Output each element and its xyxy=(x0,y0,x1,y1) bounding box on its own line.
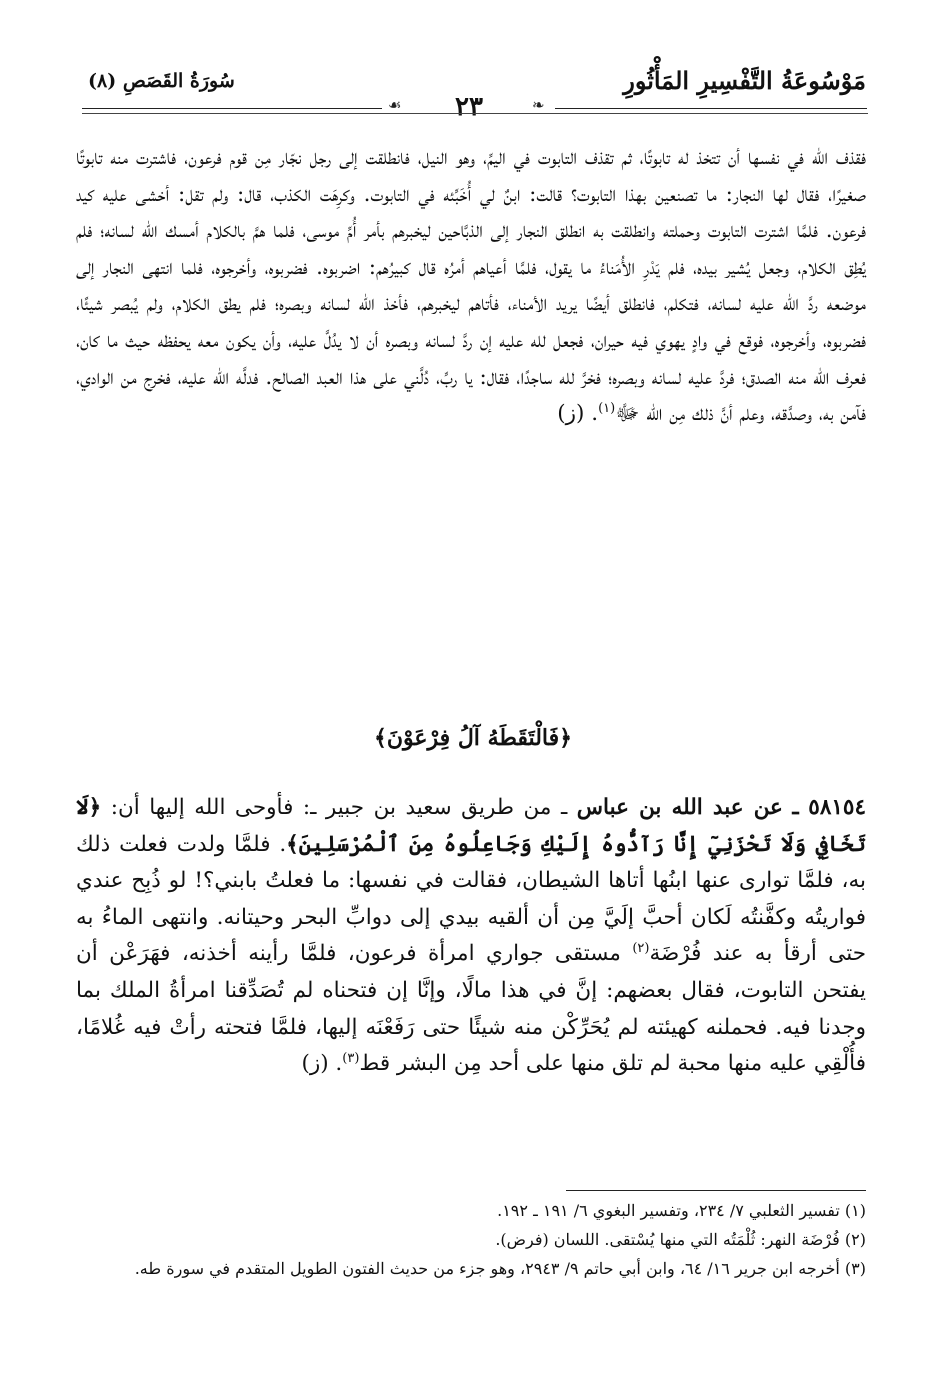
source-mark: . (ز) xyxy=(557,401,599,427)
source-mark: . (ز) xyxy=(301,1051,343,1077)
footnote-1: (١) تفسير الثعلبي ٧/ ٢٣٤، وتفسير البغوي ٦/ ١٩١ ـ ١٩٢. xyxy=(497,1201,866,1220)
page-number: ٢٣ xyxy=(455,92,483,122)
footnotes xyxy=(76,1196,866,1283)
header-rule-right xyxy=(555,108,867,109)
header-underline xyxy=(82,113,868,114)
narration-text-b: مستقى جواري امرأة فرعون، فلمَّا رأينه أخذنه، فهَرَعْن أن يفتحن التابوت، فقال بعضهم: إنَّ في هذا مالًا، وإنَّا إن فتحناه لم تُصَدِّقنا امرأةُ الملك بما وجدنا فيه. فحملنه كهيئته لم يُحَرِّكْن منه شيئًا حتى رَفَعْنَه إليها، فلمَّا فتحته رأتْ فيه غُلامًا، فأُلْقِي عليه منها محبة لم تلق منها على أحد مِن البشر قط xyxy=(76,941,866,1077)
ornament-right-icon: ❧ xyxy=(532,96,545,114)
narration-text-a: . فلمَّا ولدت فعلت ذلك به، فلمَّا توارى عنها ابنُها أتاها الشيطان، فقالت في نفسها: ما فعلتُ بابني؟! لو ذُبِح عندي فواريتُه وكفَّنتُه لَكان أحبَّ إلَيَّ مِن أن ألقيه بيدي إلى دوابِّ البحر وحيتانه. وانتهى الماءُ به حتى أرقأ به عند فُرْضَة xyxy=(76,831,866,967)
footnote-3: (٣) أخرجه ابن جرير ١٦/ ٦٤، وابن أبي حاتم ٩/ ٢٩٤٣، وهو جزء من حديث الفتون الطويل المتقدم في سورة طه. xyxy=(134,1259,866,1278)
footnote-ref: (٢) xyxy=(632,941,650,957)
narration-58154 xyxy=(76,790,866,1083)
narrator: عن عبد الله بن عباس xyxy=(576,795,783,820)
narration-number: ٥٨١٥٤ xyxy=(808,795,867,820)
header-rule-left xyxy=(82,108,382,109)
surah-title: سُورَةُ القَصَصِ (٨) xyxy=(88,70,235,92)
footnote-separator xyxy=(566,1190,866,1191)
dash: ـ xyxy=(792,795,799,820)
ornament-left-icon: ☙ xyxy=(388,96,402,114)
quran-verse: ﴿لَا تَخَافِي وَلَا تَحْزَنِيٓ إِنَّا رَآدُّوهُ إِلَيْكِ وَجَاعِلُوهُ مِنَ ٱلْمُرْسَلِينَ﴾ xyxy=(76,795,866,857)
paragraph-continuation xyxy=(76,140,866,433)
paragraph-text: فقذف الله في نفسها أن تتخذ له تابوتًا، ثم تقذف التابوت في اليمِّ، وهو النيل، فانطلقت إلى رجل نجّار مِن قوم فرعون، فاشترت منه تابوتًا صغيرًا، فقال لها النجار: ما تصنعين بهذا التابوت؟ قالت: ابنٌ لي أُخَبِّئه في التابوت. وكرِهَت الكذب، قال: ولم تقل: أخشى عليه كيد فرعون. فلمَّا اشترت التابوت وحملته وانطلقت به انطلق النجار إلى الذبَّاحين ليخبرهم بأمر أُمِّ موسى، فلما همَّ بالكلام أمسك الله لسانه؛ فلم يُطِق الكلام، وجعل يُشير بيده، فلم يَدْرِ الأُمَناءُ ما يقول، فلمَّا أعياهم أمرُه قال كبيرُهم: اضربوه. فضربوه، وأخرجوه، فلما انتهى النجار إلى موضعه ردَّ الله عليه لسانه، فتكلم، فانطلق أيضًا يريد الأمناء، فأتاهم ليخبرهم، فأخذ الله لسانه وبصره؛ فلم يطق الكلام، ولم يُبصر شيئًا، فضربوه، وأخرجوه، فوقع في وادٍ يهوي فيه حيران، فجعل لله عليه إن ردَّ لسانه وبصره أن لا يدُلَّ عليه، وأن يكون معه يحفظه حيث ما كان، فعرف الله منه الصدق؛ فردَّ عليه لسانه وبصره؛ فخرَّ لله ساجدًا، فقال: يا ربِّ، دُلَّني على هذا العبد الصالح. فدلَّه الله عليه، فخرج من الوادي، فآمن به، وصدَّقه، وعلم أنَّ ذلك مِن الله ﷻ xyxy=(76,145,866,427)
footnote-ref: (٣) xyxy=(342,1051,360,1066)
footnote-2: (٢) فُرْضَة النهر: ثُلْمَتُه التي منها يُسْتقى. اللسان (فرض). xyxy=(495,1230,866,1249)
verse-heading: ﴿فَالْتَقَطَهُ آلُ فِرْعَوْنَ﴾ xyxy=(373,725,573,751)
footnote-ref: (١) xyxy=(598,401,616,416)
book-title: مَوْسُوعَةُ التَّفْسِيرِ المَأْثُورِ xyxy=(623,66,866,95)
chain-intro: ـ من طريق سعيد بن جبير ـ: فأوحى الله إليها أن: xyxy=(110,795,568,820)
